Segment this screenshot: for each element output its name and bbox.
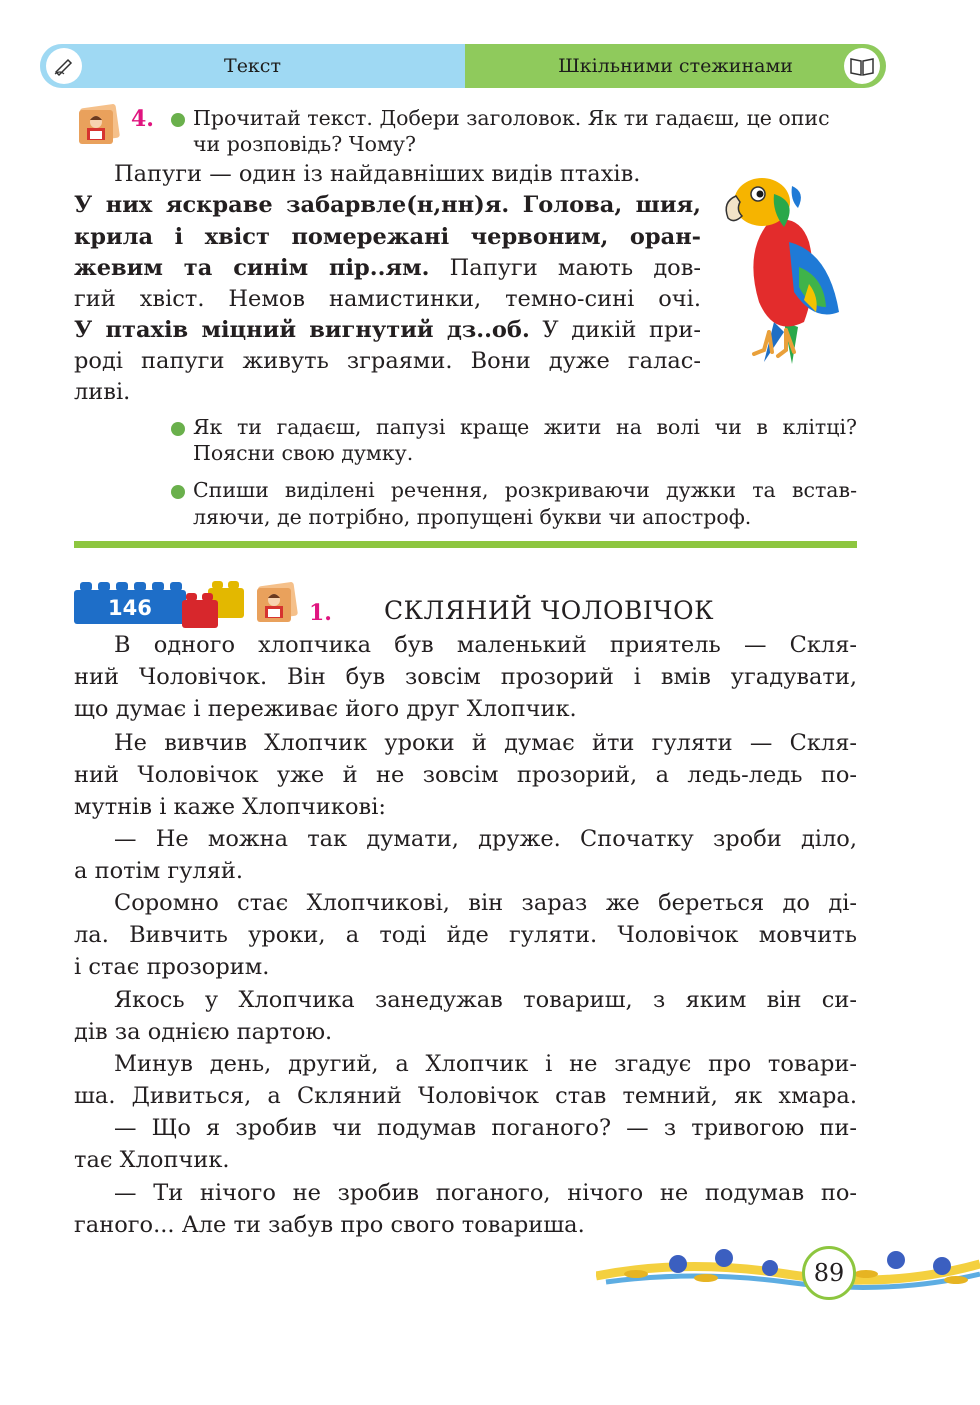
story-line: — Що я зробив чи подумав поганого? — з тривогою пи- (114, 1115, 857, 1141)
lesson-number: 146 (108, 596, 152, 620)
header-section-school-paths (465, 44, 886, 88)
text-line: ливі. (74, 379, 131, 405)
story-line: що думає і переживає його друг Хлопчик. (74, 696, 577, 722)
bold-segment: У птахів міцний вигнутий дз..об. (74, 317, 530, 343)
bullet (171, 422, 185, 436)
question-line: ляючи, де потрібно, пропущені букви чи апостроф. (193, 505, 752, 529)
instruction-line: Прочитай текст. Добери заголовок. Як ти гадаєш, це опис (193, 106, 830, 130)
text-segment: Папуги мають дов- (429, 255, 701, 281)
text-line (74, 314, 701, 346)
page-number: 89 (802, 1246, 856, 1300)
parrot-illustration (714, 172, 864, 367)
story-line: ний Чоловічок уже й не зовсім прозорий, а ледь-ледь по- (74, 762, 857, 788)
bullet (171, 485, 185, 499)
story-line: Соромно стає Хлопчикові, він зараз же береться до ді- (114, 890, 857, 916)
book-icon (844, 48, 880, 84)
header-right-label: Шкільними стежинами (558, 55, 793, 77)
bold-segment: жевим та синім пір..ям. (74, 255, 430, 281)
story-line: ний Чоловічок. Він був зовсім прозорий і вмів угадувати, (74, 664, 857, 690)
story-line: дів за однією партою. (74, 1019, 333, 1045)
text-segment: Папуги — один із найдавніших видів птахів. (114, 161, 641, 187)
story-line: В одного хлопчика був маленький приятель — Скля- (114, 632, 857, 658)
story-line: — Не можна так думати, друже. Спочатку зроби діло, (114, 826, 857, 852)
story-line: мутнів і каже Хлопчикові: (74, 794, 386, 820)
header-left-label: Текст (224, 55, 281, 77)
story-line: ганого... Але ти забув про свого товариша. (74, 1212, 585, 1238)
story-line: Не вивчив Хлопчик уроки й думає йти гуляти — Скля- (114, 730, 857, 756)
story-line: Якось у Хлопчика занедужав товариш, з яким він си- (114, 987, 857, 1013)
story-title: СКЛЯНИЙ ЧОЛОВІЧОК (384, 596, 714, 625)
exercise-number: 1. (309, 600, 332, 626)
floral-ornament (596, 1240, 980, 1306)
text-segment: У дикій при- (529, 317, 702, 343)
text-line (74, 252, 701, 284)
text-line: роді папуги живуть зграями. Вони дуже галас- (74, 348, 701, 374)
story-line: тає Хлопчик. (74, 1147, 230, 1173)
section-divider (74, 541, 857, 548)
story-line: ша. Дивиться, а Скляний Чоловічок став темний, як хмара. (74, 1083, 857, 1109)
lesson-badge (74, 578, 254, 632)
section-header (40, 44, 886, 88)
pen-icon (46, 48, 82, 84)
question-line: Як ти гадаєш, папузі краще жити на волі чи в клітці? (193, 415, 857, 439)
story-line: ла. Вивчить уроки, а тоді йде гуляти. Чоловічок мовчить (74, 922, 857, 948)
reading-task-icon (76, 104, 120, 148)
story-line: і стає прозорим. (74, 954, 270, 980)
header-section-text (40, 44, 465, 88)
exercise-number: 4. (131, 106, 154, 132)
story-line: — Ти нічого не зробив поганого, нічого не подумав по- (114, 1180, 857, 1206)
question-line: Спиши виділені речення, розкриваючи дужки та встав- (193, 478, 857, 502)
bold-text-line: У них яскраве забарвле(н,нн)я. Голова, шия, (74, 192, 701, 218)
story-line: Минув день, другий, а Хлопчик і не згадує про товари- (114, 1051, 857, 1077)
bullet (171, 113, 185, 127)
question-line: Поясни свою думку. (193, 441, 414, 465)
story-line: а потім гуляй. (74, 858, 244, 884)
text-line (114, 158, 640, 190)
text-line: гий хвіст. Немов намистинки, темно-сині очі. (74, 286, 701, 312)
bold-text-line: крила і хвіст помережані червоним, оран- (74, 224, 701, 250)
reading-task-icon (254, 582, 298, 626)
instruction-line: чи розповідь? Чому? (193, 132, 416, 156)
